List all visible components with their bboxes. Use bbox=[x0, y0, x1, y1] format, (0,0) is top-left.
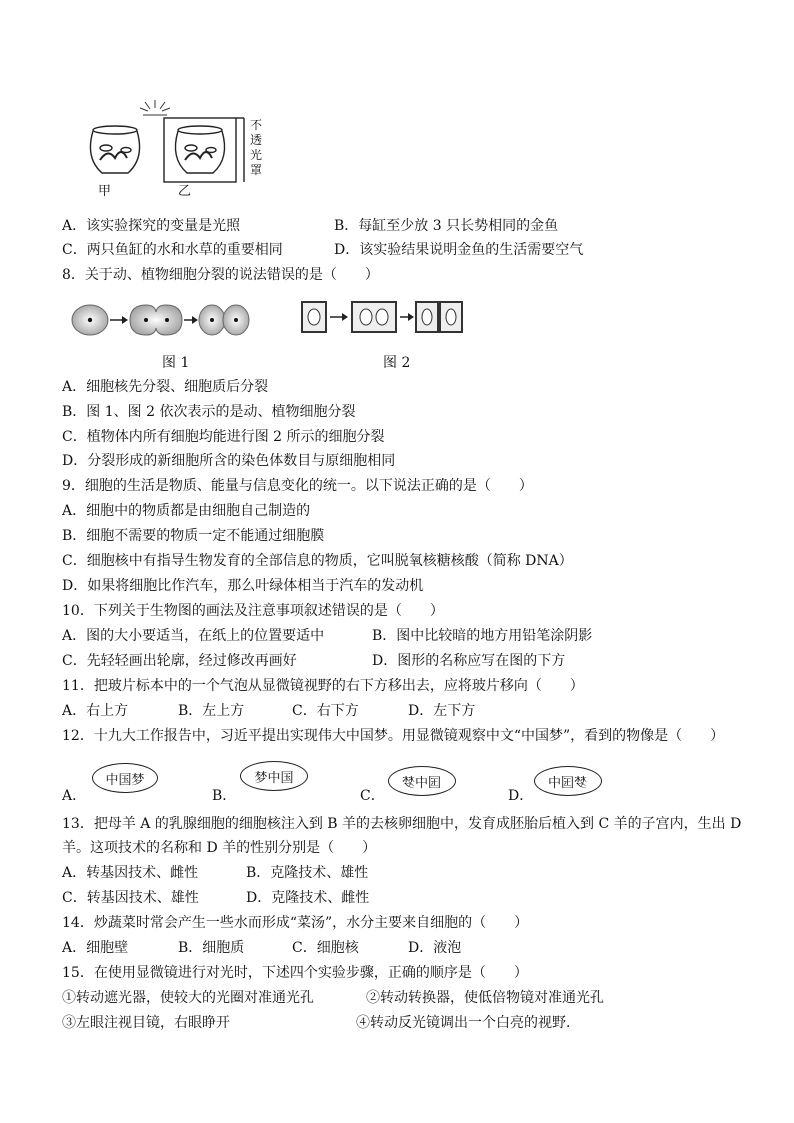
q13-option-c[interactable]: C．转基因技术、雄性 bbox=[62, 890, 199, 906]
q10-option-d[interactable]: D．图形的名称应写在图的下方 bbox=[372, 653, 566, 669]
q15-stem: 15．在使用显微镜进行对光时，下述四个实验步骤，正确的顺序是（ ） bbox=[62, 965, 528, 981]
q8-option-b[interactable]: B．图 1、图 2 依次表示的是动、植物细胞分裂 bbox=[62, 404, 356, 420]
q15-step-2: ②转动转换器，使低倍物镜对准通光孔 bbox=[366, 990, 604, 1006]
q7-option-b[interactable]: B．每缸至少放 3 只长势相同的金鱼 bbox=[334, 218, 559, 234]
q15-step-4: ④转动反光镜调出一个白亮的视野. bbox=[356, 1015, 571, 1031]
figure-2-plant-cell-division bbox=[300, 298, 465, 338]
q11-option-b[interactable]: B．左上方 bbox=[178, 703, 245, 719]
q9-option-d[interactable]: D．如果将细胞比作汽车，那么叶绿体相当于汽车的发动机 bbox=[62, 578, 424, 594]
q7-option-d[interactable]: D．该实验结果说明金鱼的生活需要空气 bbox=[334, 242, 584, 258]
q8-option-d[interactable]: D．分裂形成的新细胞所含的染色体数目与原细胞相同 bbox=[62, 453, 396, 469]
figure-1-label: 图 1 bbox=[162, 355, 190, 371]
q9-option-b[interactable]: B．细胞不需要的物质一定不能通过细胞膜 bbox=[62, 528, 325, 544]
q12-option-c-text: 国中梦 bbox=[402, 775, 442, 791]
q13-stem-line-1: 13．把母羊 A 的乳腺细胞的细胞核注入到 B 羊的去核卵细胞中，发育成胚胎后植入到 C 羊的子宫内，生出 D bbox=[62, 816, 742, 832]
tank-yi bbox=[164, 118, 244, 182]
tank-jia bbox=[90, 126, 139, 173]
q9-option-a[interactable]: A．细胞中的物质都是由细胞自己制造的 bbox=[62, 503, 311, 519]
q7-option-a[interactable]: A．该实验探究的变量是光照 bbox=[62, 218, 241, 234]
q14-option-d[interactable]: D．液泡 bbox=[408, 940, 462, 956]
q15-step-3: ③左眼注视目镜，右眼睁开 bbox=[62, 1015, 230, 1031]
q13-option-b[interactable]: B．克隆技术、雄性 bbox=[246, 865, 369, 881]
q11-stem: 11．把玻片标本中的一个气泡从显微镜视野的右下方移出去，应将玻片移向（ ） bbox=[62, 678, 584, 694]
q12-stem: 12．十九大工作报告中，习近平提出实现伟大中国梦。用显微镜观察中文“中国梦”，看到的物像是（ ） bbox=[62, 728, 725, 744]
sun-icon bbox=[140, 100, 170, 115]
q12-option-b-text: 梦中国 bbox=[254, 770, 294, 786]
q14-option-a[interactable]: A．细胞壁 bbox=[62, 940, 129, 956]
q15-step-1: ①转动遮光器，使较大的光圈对准通光孔 bbox=[62, 990, 314, 1006]
q14-stem: 14．炒蔬菜时常会产生一些水而形成“菜汤”，水分主要来自细胞的（ ） bbox=[62, 915, 529, 931]
cover-label: 不透光罩 bbox=[250, 118, 263, 177]
q12-option-a-letter[interactable]: A． bbox=[62, 788, 87, 804]
q7-option-c[interactable]: C．两只鱼缸的水和水草的重要相同 bbox=[62, 242, 283, 258]
q13-option-a[interactable]: A．转基因技术、雌性 bbox=[62, 865, 199, 881]
q11-option-a[interactable]: A．右上方 bbox=[62, 703, 129, 719]
q12-option-d-text: 梦国中 bbox=[548, 775, 588, 791]
q10-option-c[interactable]: C．先轻轻画出轮廓，经过修改再画好 bbox=[62, 653, 297, 669]
q14-option-c[interactable]: C．细胞核 bbox=[292, 940, 359, 956]
q13-option-d[interactable]: D．克隆技术、雌性 bbox=[246, 890, 370, 906]
q14-option-b[interactable]: B．细胞质 bbox=[178, 940, 245, 956]
q9-stem: 9．细胞的生活是物质、能量与信息变化的统一。以下说法正确的是（ ） bbox=[62, 478, 533, 494]
q11-option-d[interactable]: D．左下方 bbox=[408, 703, 476, 719]
figure-1-animal-cell-division bbox=[70, 298, 250, 342]
q12-option-d-image[interactable] bbox=[534, 766, 602, 796]
q12-option-c-image[interactable] bbox=[388, 766, 456, 796]
q12-option-d-letter[interactable]: D． bbox=[508, 788, 534, 804]
label-jia: 甲 bbox=[98, 184, 112, 199]
q12-option-a-image[interactable] bbox=[92, 763, 158, 793]
q12-option-b-letter[interactable]: B． bbox=[212, 788, 237, 804]
q9-option-c[interactable]: C．细胞核中有指导生物发育的全部信息的物质，它叫脱氧核糖核酸（简称 DNA） bbox=[62, 553, 573, 569]
q10-option-b[interactable]: B．图中比较暗的地方用铅笔涂阴影 bbox=[372, 628, 593, 644]
figure-2-label: 图 2 bbox=[383, 355, 411, 371]
q12-option-a-text: 中国梦 bbox=[105, 772, 145, 788]
label-yi: 乙 bbox=[178, 184, 192, 199]
q10-option-a[interactable]: A．图的大小要适当，在纸上的位置要适中 bbox=[62, 628, 325, 644]
q8-stem: 8．关于动、植物细胞分裂的说法错误的是（ ） bbox=[62, 267, 379, 283]
q13-stem-line-2: 羊。这项技术的名称和 D 羊的性别分别是（ ） bbox=[62, 840, 377, 856]
q11-option-c[interactable]: C．右下方 bbox=[292, 703, 359, 719]
q12-option-b-image[interactable] bbox=[240, 761, 308, 791]
q12-option-c-letter[interactable]: C． bbox=[360, 788, 385, 804]
q10-stem: 10．下列关于生物图的画法及注意事项叙述错误的是（ ） bbox=[62, 603, 444, 619]
q8-option-c[interactable]: C．植物体内所有细胞均能进行图 2 所示的细胞分裂 bbox=[62, 429, 385, 445]
q8-option-a[interactable]: A．细胞核先分裂、细胞质后分裂 bbox=[62, 379, 269, 395]
